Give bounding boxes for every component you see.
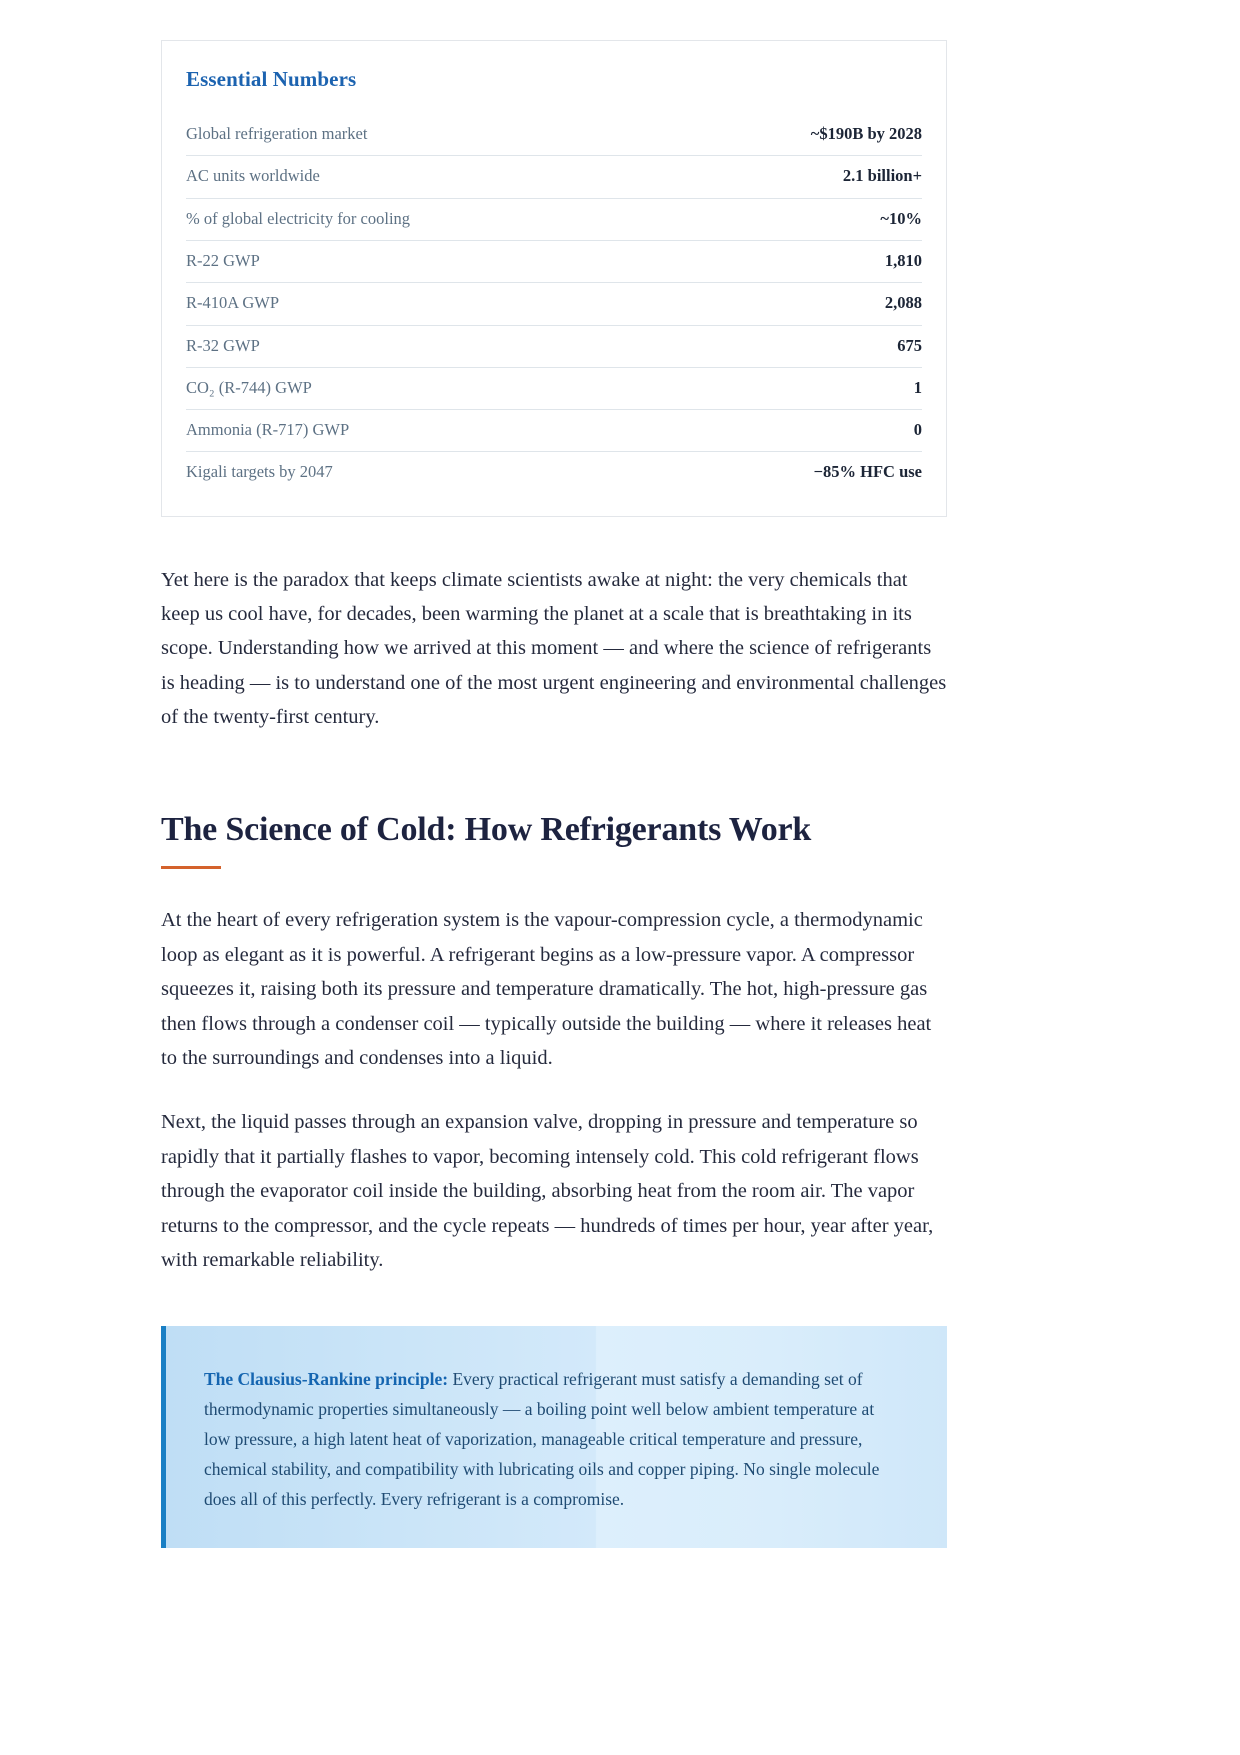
content-column [161, 40, 947, 1548]
stat-value: −85% HFC use [813, 462, 922, 482]
body-paragraph: Next, the liquid passes through an expansion valve, dropping in pressure and temperature so rapidly that it partially flashes to vapor, becoming intensely cold. This cold refrigerant flows through the evaporator coil inside the building, absorbing heat from the room air. The vapor returns to the compressor, and the cycle repeats — hundreds of times per hour, year after year, with remarkable reliability. [161, 1111, 934, 1272]
stat-value: 2,088 [884, 293, 922, 313]
table-row [186, 156, 922, 198]
callout-lead-in: The Clausius-Rankine principle: [204, 1368, 449, 1389]
heading-underline-rule [161, 866, 221, 869]
callout-body: Every practical refrigerant must satisfy a demanding set of thermodynamic properties simultaneously — a boiling point well below ambient temperature at low pressure, a high latent heat of vaporization, manageable critical temperature and pressure, chemical stability, and compatibility with lubricating oils and copper piping. No single molecule does all of this perfectly. Every refrigerant is a compromise. [204, 1368, 880, 1509]
table-row [186, 452, 922, 494]
stat-value: 0 [913, 420, 922, 440]
table-row [186, 240, 922, 282]
stat-label: Ammonia (R-717) GWP [186, 420, 350, 440]
stat-label: % of global electricity for cooling [186, 208, 411, 228]
callout-text [204, 1364, 901, 1514]
essential-numbers-title: Essential Numbers [186, 67, 357, 91]
intro-paragraph: Yet here is the paradox that keeps climate scientists awake at night: the very chemicals that keep us cool have, for decades, been warming the planet at a scale that is breathtaking in its scope. Understanding how we arrived at this moment — and where the science of refrigerants is heading — is to understand one of the most urgent engineering and environmental challenges of the twenty-first century. [161, 568, 947, 729]
table-row [186, 410, 922, 452]
stat-label: Kigali targets by 2047 [186, 462, 333, 482]
table-row [186, 325, 922, 367]
page-title: The Science of Cold: How Refrigerants Work [161, 810, 812, 848]
stat-label: R-22 GWP [186, 250, 260, 270]
body-paragraph: At the heart of every refrigeration system is the vapour-compression cycle, a thermodynamic loop as elegant as it is powerful. A refrigerant begins as a low-pressure vapor. A compressor squeezes it, raising both its pressure and temperature dramatically. The hot, high-pressure gas then flows through a condenser coil — typically outside the building — where it releases heat to the surroundings and condenses into a liquid. [161, 909, 932, 1069]
table-row [186, 198, 922, 240]
essential-numbers-card [161, 40, 947, 517]
clausius-rankine-callout [161, 1326, 947, 1548]
stat-label: R-32 GWP [186, 335, 260, 355]
stat-value: 675 [897, 335, 922, 355]
section-spacer [161, 765, 947, 809]
stat-value: 1,810 [884, 250, 922, 270]
stat-label: R-410A GWP [186, 293, 280, 313]
stat-label: CO₂ (R-744) GWP [186, 377, 312, 397]
table-row [186, 114, 922, 156]
stat-label: AC units worldwide [186, 166, 320, 186]
table-row [186, 283, 922, 325]
stats-table-body [186, 114, 922, 493]
essential-numbers-table [186, 114, 922, 493]
stat-value: ~10% [880, 208, 922, 228]
stat-value: 1 [913, 377, 922, 397]
table-row [186, 367, 922, 409]
stat-label: Global refrigeration market [186, 124, 368, 144]
stat-value: ~$190B by 2028 [810, 124, 922, 144]
stat-value: 2.1 billion+ [842, 166, 922, 186]
